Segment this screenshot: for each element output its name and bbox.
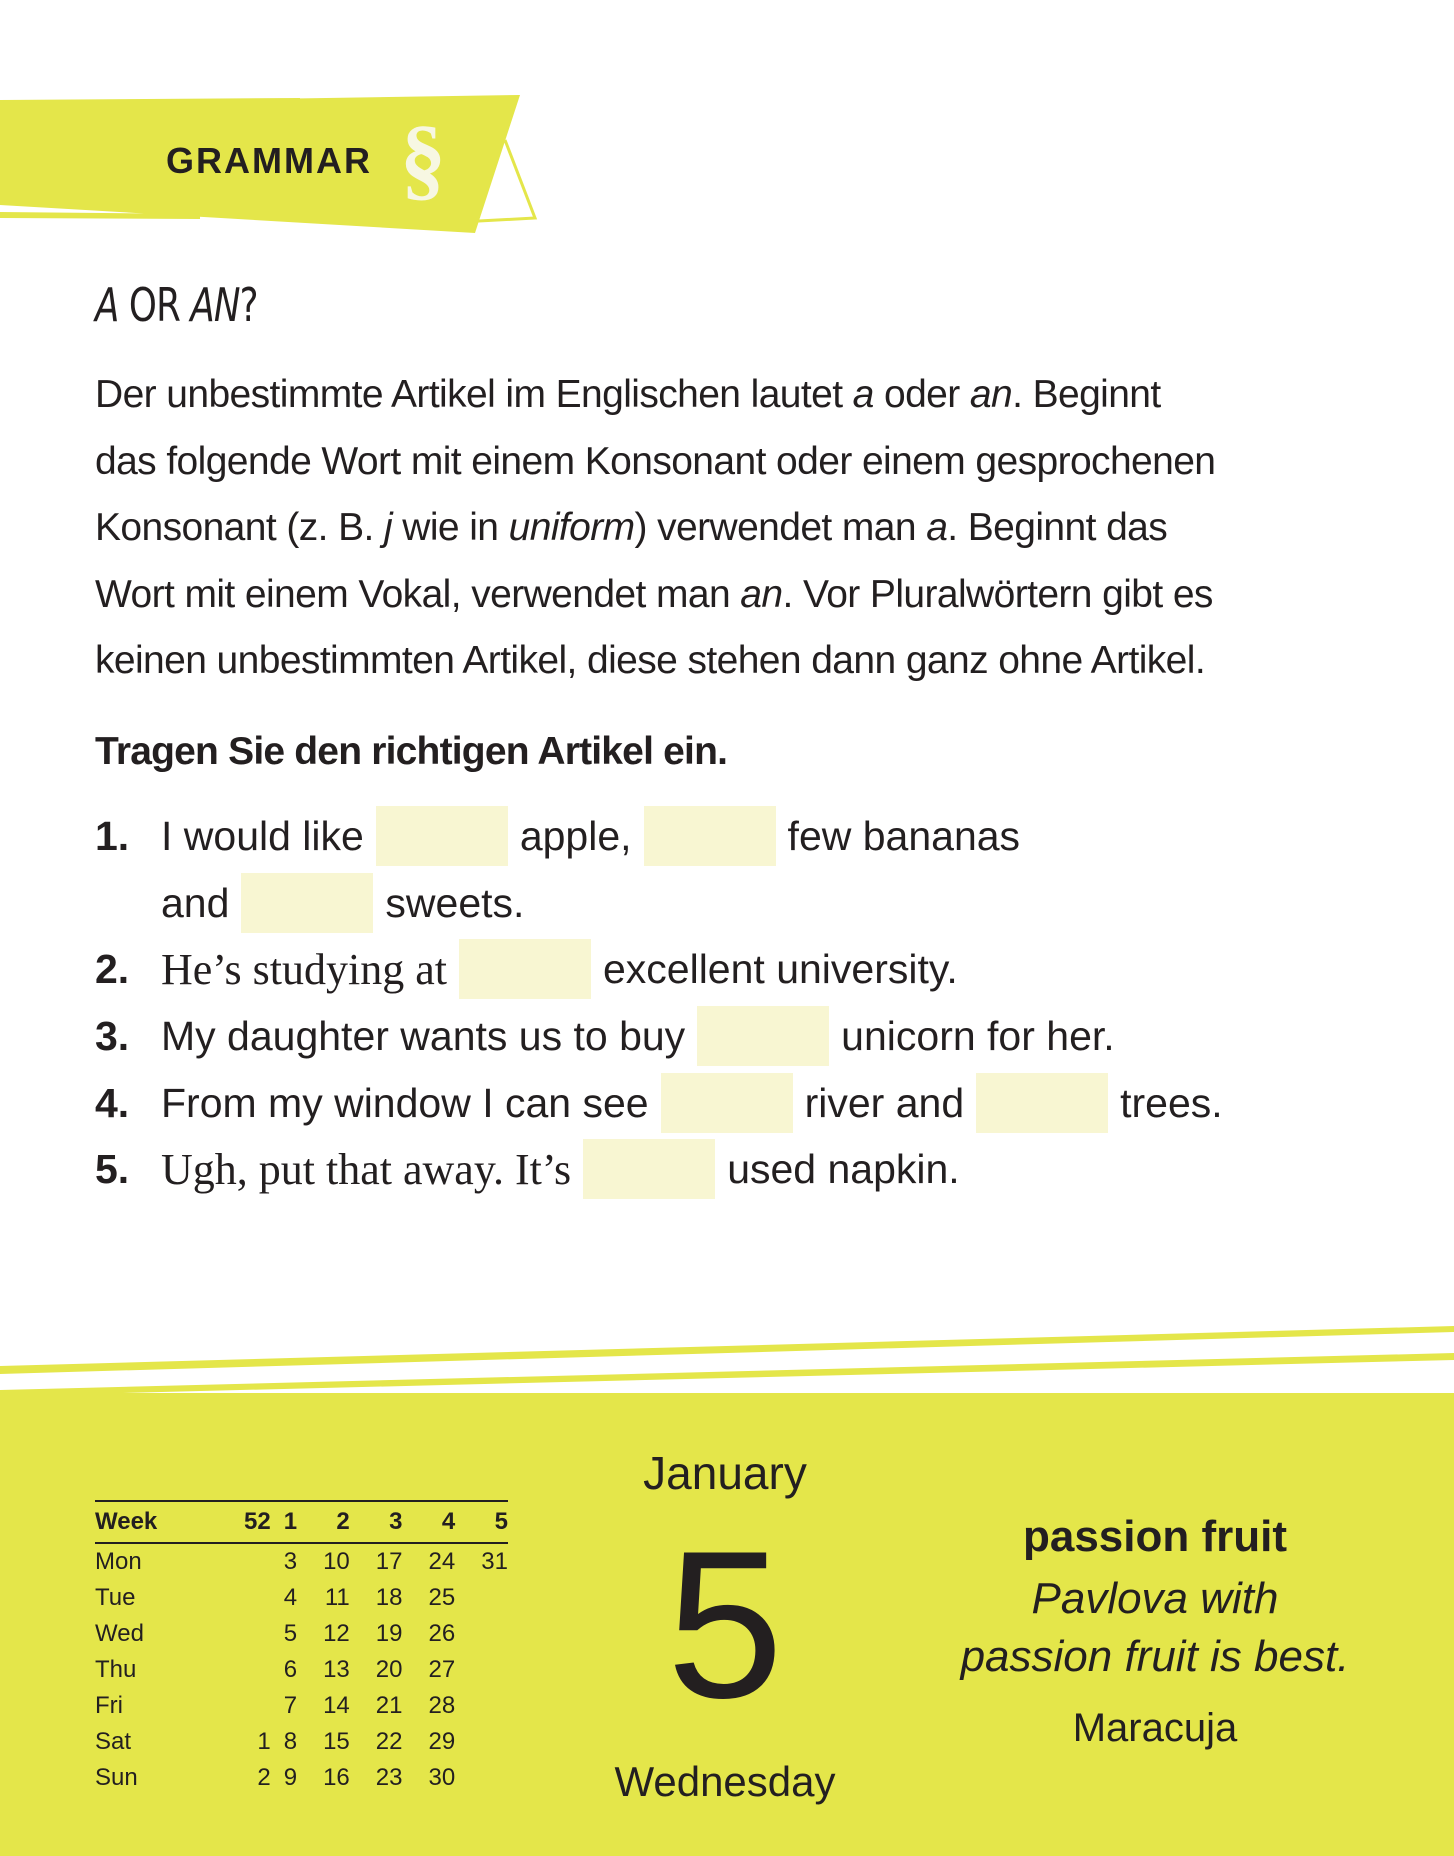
exercise-item-2: 2. He’s studying at excellent university. xyxy=(95,938,958,1000)
answer-blank[interactable] xyxy=(697,1006,829,1066)
section-sign-icon: § xyxy=(400,107,446,209)
answer-blank[interactable] xyxy=(376,806,508,866)
page-title xyxy=(95,278,258,332)
section-banner-label: GRAMMAR xyxy=(166,140,372,181)
answer-blank[interactable] xyxy=(661,1073,793,1133)
paragraph-line: Konsonant (z. B. j wie in uniform) verwendet man a. Beginnt das xyxy=(95,506,1168,549)
explanation-paragraph xyxy=(95,362,1385,695)
calendar-row: Fri 7 14 21 28 xyxy=(95,1692,456,1719)
title-a: A xyxy=(95,278,119,332)
exercise-item-3: 3. My daughter wants us to buy unicorn for her. xyxy=(95,1005,1115,1067)
title-question: ? xyxy=(239,278,258,332)
answer-blank[interactable] xyxy=(976,1073,1108,1133)
date-weekday: Wednesday xyxy=(614,1758,836,1805)
exercise-item-1: 1. I would like apple, few bananas xyxy=(95,805,1020,867)
exercise-item-5: 5. Ugh, put that away. It’s used napkin. xyxy=(95,1138,960,1200)
answer-blank[interactable] xyxy=(644,806,776,866)
calendar-row: Mon 3 10 17 24 31 xyxy=(95,1548,508,1575)
vocab-translation: Maracuja xyxy=(1072,1706,1238,1750)
calendar-row: Tue 4 11 18 25 xyxy=(95,1584,456,1611)
calendar-row: Thu 6 13 20 27 xyxy=(95,1656,456,1683)
title-or: OR xyxy=(118,278,191,332)
calendar-row: Wed 5 12 19 26 xyxy=(95,1620,456,1647)
title-an: AN xyxy=(190,278,240,332)
month-calendar xyxy=(95,1500,508,1796)
exercise-item-4: 4. From my window I can see river and trees. xyxy=(95,1072,1223,1134)
paragraph-line: keinen unbestimmten Artikel, diese stehen dann ganz ohne Artikel. xyxy=(95,639,1206,682)
paragraph-line: das folgende Wort mit einem Konsonant oder einem gesprochenen xyxy=(95,439,1216,483)
exercise-item-1-cont: and sweets. xyxy=(161,872,524,934)
answer-blank[interactable] xyxy=(459,939,591,999)
answer-blank[interactable] xyxy=(241,873,373,933)
calendar-row: Sun 2 9 16 23 30 xyxy=(95,1764,456,1791)
date-month: January xyxy=(643,1447,807,1499)
paragraph-line: Der unbestimmte Artikel im Englischen lautet a oder an. Beginnt xyxy=(95,373,1161,416)
vocab-word: passion fruit xyxy=(1022,1512,1288,1561)
paragraph-line: Wort mit einem Vokal, verwendet man an. Vor Pluralwörtern gibt es xyxy=(95,572,1213,616)
calendar-header-row: Week 52 1 2 3 4 5 xyxy=(95,1501,508,1543)
date-day-number: 5 xyxy=(666,1507,784,1742)
vocab-example: Pavlova with passion fruit is best. xyxy=(960,1574,1350,1681)
answer-blank[interactable] xyxy=(583,1139,715,1199)
calendar-row: Sat 1 8 15 22 29 xyxy=(95,1728,456,1755)
exercise-instruction: Tragen Sie den richtigen Artikel ein. xyxy=(95,730,728,773)
